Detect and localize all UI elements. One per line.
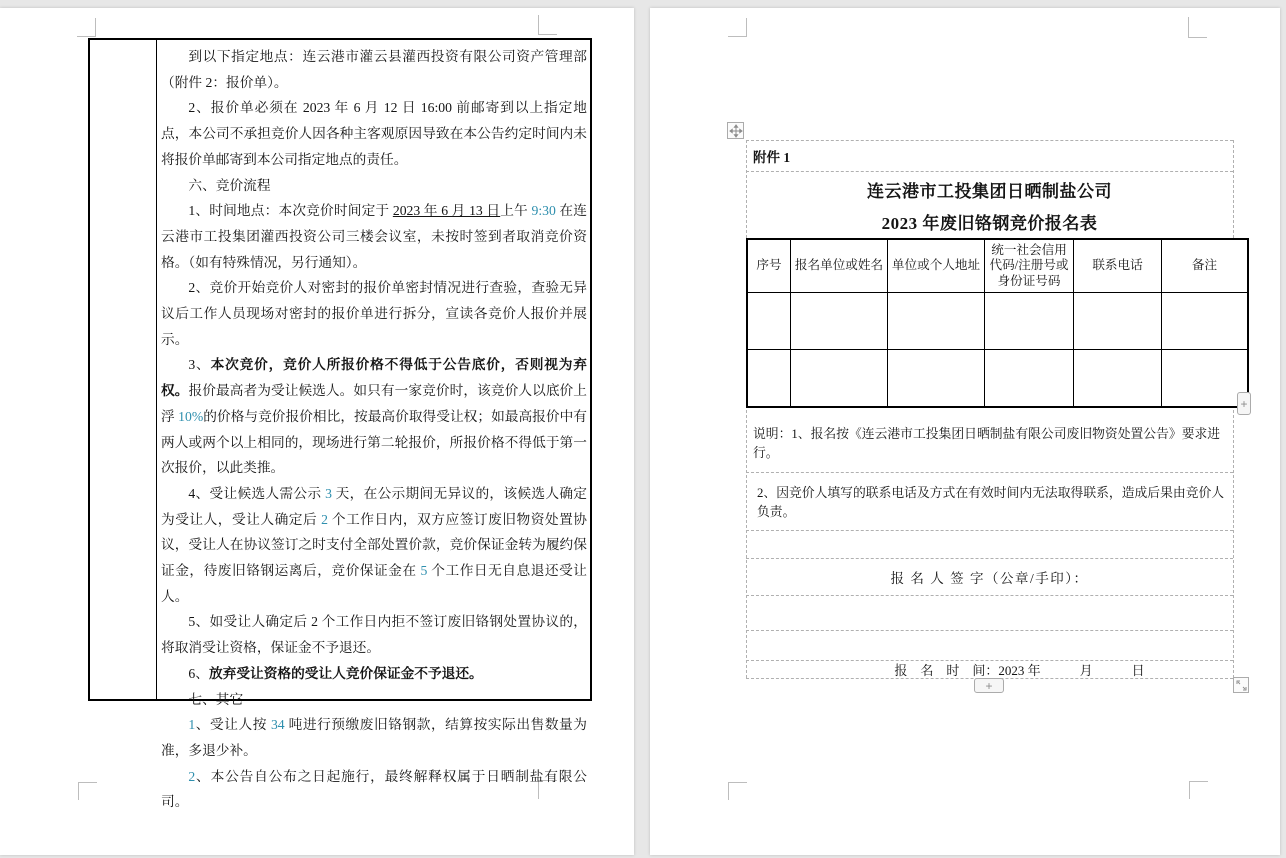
- table-row-cell[interactable]: [1074, 292, 1162, 349]
- margin-mark: [78, 782, 79, 800]
- table-row-cell[interactable]: [888, 349, 985, 407]
- table-row-cell[interactable]: [888, 292, 985, 349]
- table-row-cell[interactable]: [747, 292, 791, 349]
- margin-mark: [78, 782, 97, 783]
- frame-resize-handle[interactable]: [1233, 677, 1249, 693]
- table-row-cell[interactable]: [791, 292, 888, 349]
- resize-diagonal-icon: [1236, 680, 1247, 691]
- table-row-cell[interactable]: [1162, 349, 1249, 407]
- registration-table-wrap: [746, 238, 1249, 408]
- table-row-cell[interactable]: [985, 292, 1074, 349]
- margin-mark: [1189, 781, 1208, 782]
- margin-mark: [1188, 17, 1189, 37]
- table-row-cell[interactable]: [1162, 292, 1249, 349]
- attachment-note-2[interactable]: 2、因竞价人填写的联系电话及方式在有效时间内无法取得联系，造成后果由竞价人负责。: [757, 486, 1225, 519]
- attachment-label[interactable]: 附件 1: [753, 149, 791, 165]
- notice-table-label-cell[interactable]: [90, 40, 157, 699]
- margin-mark: [728, 782, 729, 800]
- add-column-button[interactable]: +: [1237, 392, 1251, 415]
- add-row-button[interactable]: +: [974, 678, 1004, 693]
- signature-line[interactable]: 报 名 人 签 字（公章/手印）：: [890, 570, 1089, 586]
- margin-mark: [1189, 781, 1190, 799]
- attachment-title-line1[interactable]: 连云港市工投集团日晒制盐公司: [867, 181, 1112, 201]
- margin-mark: [95, 18, 96, 36]
- table-move-handle[interactable]: [727, 122, 744, 139]
- margin-mark: [1188, 37, 1207, 38]
- table-row-cell[interactable]: [1074, 349, 1162, 407]
- frame-gridline: [746, 595, 1233, 596]
- frame-gridline: [746, 530, 1233, 531]
- table-row-cell[interactable]: [985, 349, 1074, 407]
- notice-table: [88, 38, 592, 810]
- header-row-cell[interactable]: 序号: [747, 239, 791, 292]
- margin-mark: [538, 15, 539, 34]
- page-1: [0, 8, 634, 855]
- notice-table-content-cell[interactable]: [157, 40, 590, 810]
- date-line[interactable]: 报 名 时 间：2023 年 月 日: [894, 662, 1145, 678]
- header-row-cell[interactable]: 联系电话: [1074, 239, 1162, 292]
- move-icon: [730, 125, 742, 137]
- header-row-cell[interactable]: 统一社会信用代码/注册号或身份证号码: [985, 239, 1074, 292]
- registration-table[interactable]: [746, 238, 1249, 408]
- attachment-title-line2[interactable]: 2023 年废旧铬钢竞价报名表: [881, 213, 1098, 233]
- table-row: [747, 349, 1248, 407]
- margin-mark: [728, 36, 747, 37]
- table-row-cell[interactable]: [747, 349, 791, 407]
- margin-mark: [538, 34, 557, 35]
- margin-mark: [728, 782, 747, 783]
- header-row: [747, 239, 1248, 292]
- attachment-note-1[interactable]: 说明：1、报名按《连云港市工投集团日晒制盐有限公司废旧物资处置公告》要求进行。: [753, 427, 1221, 460]
- margin-mark: [77, 36, 96, 37]
- frame-gridline: [746, 630, 1233, 631]
- header-row-cell[interactable]: 报名单位或姓名: [791, 239, 888, 292]
- margin-mark: [746, 18, 747, 36]
- header-row-cell[interactable]: 单位或个人地址: [888, 239, 985, 292]
- notice-text[interactable]: 到以下指定地点：连云港市灌云县灌西投资有限公司资产管理部（附件 2：报价单）。 2、报价单必须在 2023 年 6 月 12 日 16:00 前邮寄到以上指定地点，本公司不承担竞价人因各种主客观原因导致在本公告约定时间内未将报价单邮寄到本公司指定地点的责任。 六、竞价流程 1、时间地点：本次竞价时间定于 2023 年 6 月 13 日上午 9:30 在连云港市工投集团灌西投资公司三楼会议室，未按时签到者取消竞价资格。（如有特殊情况，另行通知）。 2、竞价开始竞价人对密封的报价单密封情况进行查验，查验无异议后工作人员现场对密封的报价单进行拆分，宣读各竞价人报价并展示。 3、本次竞价，竞价人所报价格不得低于公告底价，否则视为弃权。报价最高者为受让候选人。如只有一家竞价时，该竞价人以底价上浮 10%的价格与竞价报价相比，按最高价取得受让权；如最高报价中有两人或两个以上相同的，现场进行第二轮报价，所报价格不得低于第一次报价，以此类推。 4、受让候选人需公示 3 天，在公示期间无异议的，该候选人确定为受让人，受让人确定后 2 个工作日内，双方应签订废旧物资处置协议，受让人在协议签订之时支付全部处置价款，竞价保证金转为履约保证金，待废旧铬钢运离后，竞价保证金在 5 个工作日无自息退还受让人。 5、如受让人确定后 2 个工作日内拒不签订废旧铬钢处置协议的，将取消受让资格，保证金不予退还。 6、放弃受让资格的受让人竞价保证金不予退还。 七、其它 1、受让人按 34 吨进行预缴废旧铬钢款，结算按实际出售数量为准，多退少补。 2、本公告自公布之日起施行，最终解释权属于日晒制盐有限公司。: [161, 49, 587, 810]
- frame-gridline: [1233, 140, 1234, 678]
- table-row-cell[interactable]: [791, 349, 888, 407]
- page-2: [650, 8, 1280, 855]
- table-row: [747, 292, 1248, 349]
- frame-gridline: [746, 171, 1233, 172]
- header-row-cell[interactable]: 备注: [1162, 239, 1249, 292]
